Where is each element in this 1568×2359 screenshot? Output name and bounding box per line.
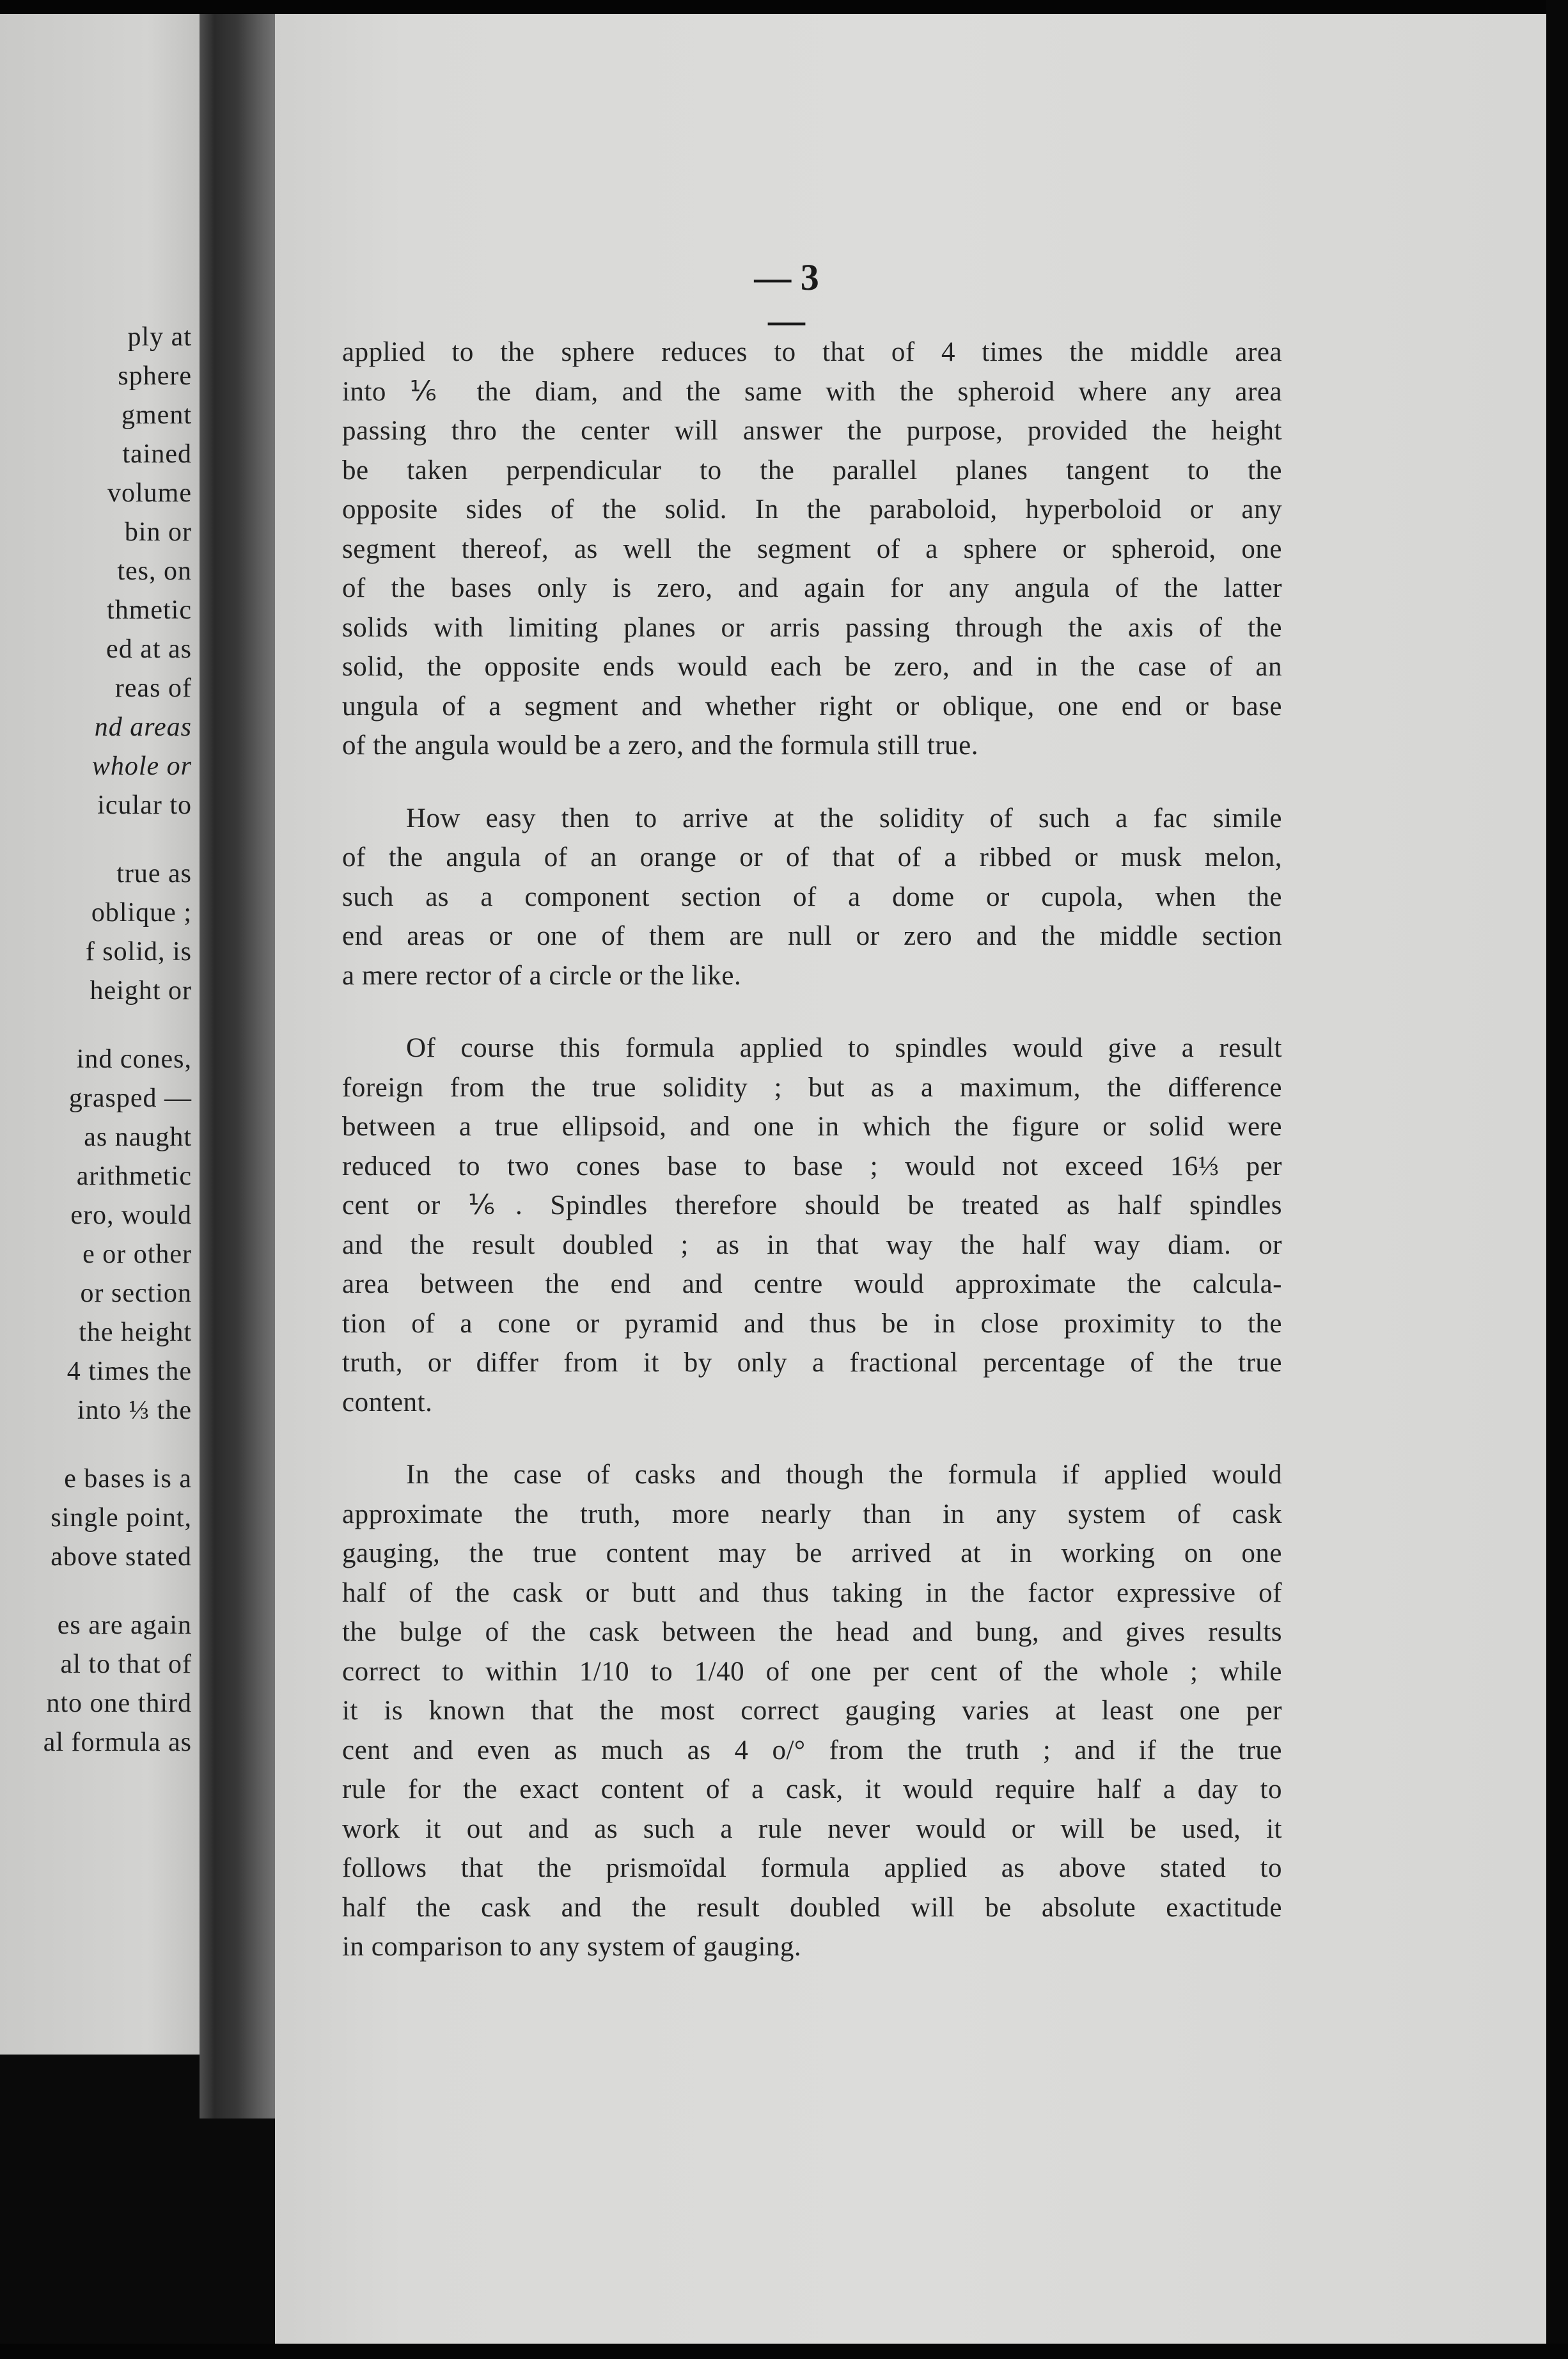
text-line: follows that the prismoïdal formula applied as above stated to <box>342 1853 1282 1883</box>
left-page-line: e or other <box>82 1240 192 1269</box>
text-line: gauging, the true content may be arrived at in working on one <box>342 1538 1282 1568</box>
left-page-text <box>0 318 192 1762</box>
text-line: passing thro the center will answer the purpose, provided the height <box>342 416 1282 446</box>
text-line: rule for the exact content of a cask, it would require half a day to <box>342 1774 1282 1804</box>
left-page-line: oblique ; <box>91 898 192 927</box>
text-line: content. <box>342 1387 433 1417</box>
text-line: tion of a cone or pyramid and thus be in close proximity to the <box>342 1308 1282 1339</box>
paragraph <box>342 799 1282 996</box>
text-line: How easy then to arrive at the solidity of such a fac simile <box>406 803 1282 833</box>
scan-border-top <box>0 0 1568 14</box>
left-page-line: al to that of <box>60 1650 192 1679</box>
scan-border-bottom <box>0 2344 1568 2359</box>
text-line: be taken perpendicular to the parallel planes tangent to the <box>342 455 1282 485</box>
text-line: between a true ellipsoid, and one in which the figure or solid were <box>342 1112 1282 1142</box>
left-page-line: icular to <box>97 791 192 820</box>
left-page-line: tes, on <box>117 556 192 586</box>
text-line: cent or ⅙. Spindles therefore should be treated as half spindles <box>342 1190 1282 1220</box>
scan-border-right <box>1546 0 1568 2359</box>
left-page-line: ind cones, <box>76 1045 192 1074</box>
text-line: end areas or one of them are null or zero and the middle section <box>342 921 1282 951</box>
paragraph <box>342 1029 1282 1422</box>
left-page-line: true as <box>116 859 192 888</box>
left-facing-page <box>0 14 211 2055</box>
left-page-line: es are again <box>57 1611 192 1640</box>
left-page-line: into ⅓ the <box>77 1396 192 1425</box>
left-page-line: sphere <box>118 361 192 391</box>
text-line: of the angula of an orange or of that of a ribbed or musk melon, <box>342 842 1282 872</box>
left-page-line <box>0 1011 192 1040</box>
left-page-line: gment <box>122 400 192 430</box>
text-line: Of course this formula applied to spindles would give a result <box>406 1033 1282 1063</box>
left-page-line: height or <box>90 976 192 1006</box>
left-page-line: or section <box>80 1279 192 1308</box>
left-page-line: arithmetic <box>76 1162 192 1191</box>
body-text <box>342 333 1282 2000</box>
left-page-line: f solid, is <box>85 937 192 966</box>
paragraph <box>342 1455 1282 1967</box>
left-page-line: volume <box>107 478 192 508</box>
left-page-line: ply at <box>127 322 192 352</box>
left-page-line: nto one third <box>46 1689 192 1718</box>
text-line: applied to the sphere reduces to that of 4 times the middle area <box>342 337 1282 367</box>
text-line: into ⅙ the diam, and the same with the spheroid where any area <box>342 376 1282 407</box>
left-page-line: the height <box>79 1318 192 1347</box>
text-line: the bulge of the cask between the head and bung, and gives results <box>342 1617 1282 1647</box>
left-page-line: 4 times the <box>67 1357 192 1386</box>
text-line: area between the end and centre would approximate the calcula- <box>342 1269 1282 1299</box>
text-line: in comparison to any system of gauging. <box>342 1932 802 1962</box>
left-page-line: tained <box>122 439 192 469</box>
left-page-line: as naught <box>84 1123 192 1152</box>
text-line: segment thereof, as well the segment of a sphere or spheroid, one <box>342 533 1282 564</box>
text-line: approximate the truth, more nearly than in any system of cask <box>342 1499 1282 1529</box>
text-line: In the case of casks and though the formula if applied would <box>406 1460 1282 1490</box>
left-page-line: nd areas <box>94 713 192 742</box>
left-page-line: thmetic <box>107 596 192 625</box>
text-line: of the angula would be a zero, and the formula still true. <box>342 730 978 761</box>
text-line: reduced to two cones base to base ; would not exceed 16⅓ per <box>342 1151 1282 1181</box>
left-page-line: bin or <box>124 517 192 547</box>
page-number: — 3 — <box>754 256 819 341</box>
left-page-line: e bases is a <box>64 1464 192 1494</box>
left-page-line <box>0 1577 192 1606</box>
text-line: solids with limiting planes or arris passing through the axis of the <box>342 612 1282 643</box>
text-line: half the cask and the result doubled will be absolute exactitude <box>342 1892 1282 1923</box>
left-page-line: ed at as <box>106 635 192 664</box>
book-gutter <box>200 14 283 2118</box>
left-page-line <box>0 825 192 855</box>
text-line: ungula of a segment and whether right or oblique, one end or base <box>342 691 1282 722</box>
left-page-line <box>0 1430 192 1460</box>
text-line: half of the cask or butt and thus taking in the factor expressive of <box>342 1577 1282 1608</box>
left-page-line: single point, <box>51 1503 192 1533</box>
text-line: opposite sides of the solid. In the paraboloid, hyperboloid or any <box>342 494 1282 525</box>
text-line: work it out and as such a rule never would or will be used, it <box>342 1813 1282 1844</box>
text-line: correct to within 1/10 to 1/40 of one per cent of the whole ; while <box>342 1656 1282 1687</box>
left-page-line: reas of <box>114 674 192 703</box>
left-page-line: al formula as <box>43 1728 192 1757</box>
text-line: foreign from the true solidity ; but as a maximum, the difference <box>342 1072 1282 1103</box>
left-page-line: whole or <box>91 752 192 781</box>
paragraph <box>342 333 1282 766</box>
text-line: cent and even as much as 4 o/° from the truth ; and if the true <box>342 1735 1282 1765</box>
text-line: it is known that the most correct gauging varies at least one per <box>342 1696 1282 1726</box>
left-page-line: above stated <box>51 1542 192 1572</box>
left-page-line: grasped — <box>68 1084 192 1113</box>
left-page-line: ero, would <box>70 1201 192 1230</box>
text-line: a mere rector of a circle or the like. <box>342 960 742 991</box>
text-line: such as a component section of a dome or cupola, when the <box>342 881 1282 912</box>
text-line: truth, or differ from it by only a fractional percentage of the true <box>342 1348 1282 1378</box>
text-line: solid, the opposite ends would each be zero, and in the case of an <box>342 652 1282 682</box>
text-line: and the result doubled ; as in that way the half way diam. or <box>342 1229 1282 1260</box>
text-line: of the bases only is zero, and again for any angula of the latter <box>342 573 1282 603</box>
